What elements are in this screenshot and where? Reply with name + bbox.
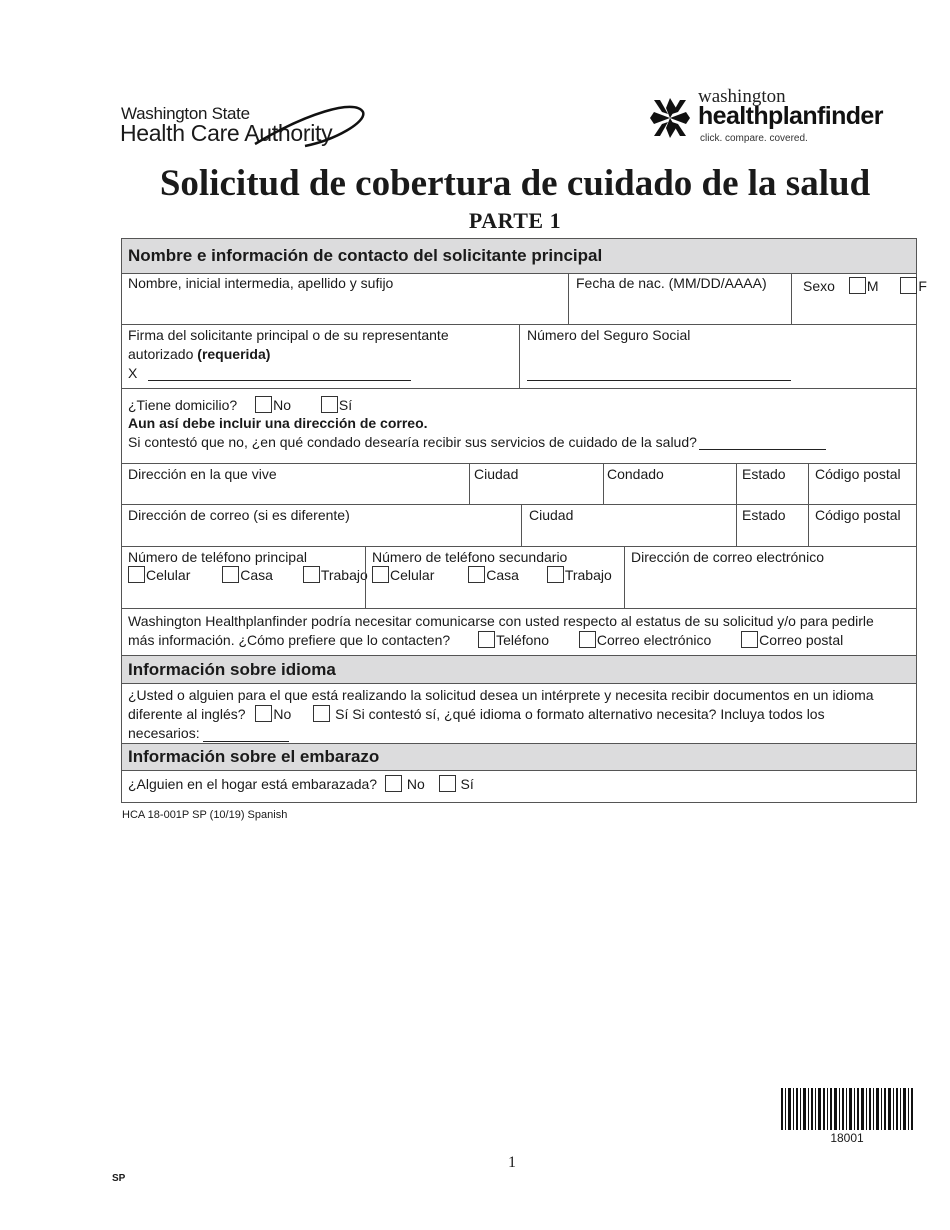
- healthplanfinder-logo: [646, 88, 896, 150]
- pref-email-checkbox[interactable]: [579, 631, 596, 648]
- home-no-label: No: [273, 397, 291, 413]
- divider: [122, 608, 916, 609]
- county-answer-line[interactable]: [699, 449, 826, 450]
- name-label: Nombre, inicial intermedia, apellido y sufijo: [128, 275, 394, 291]
- hpf-logo-wordmark: healthplanfinder: [698, 102, 883, 130]
- address-label: Dirección en la que vive: [128, 466, 277, 482]
- divider: [808, 463, 809, 504]
- divider: [521, 504, 522, 546]
- city-label: Ciudad: [474, 466, 519, 482]
- mail-city-label: Ciudad: [529, 507, 574, 523]
- pregnancy-section-header: Información sobre el embarazo: [122, 744, 916, 770]
- sex-label: Sexo: [803, 278, 835, 294]
- phone-primary-home-checkbox[interactable]: [222, 566, 239, 583]
- home-yes-label: Sí: [338, 397, 353, 413]
- phone-primary-label: Número de teléfono principal: [128, 549, 307, 565]
- language-no-label: No: [273, 706, 292, 722]
- pregnancy-yes-label: Sí: [460, 776, 474, 792]
- sex-m-checkbox[interactable]: [849, 277, 866, 294]
- contact-pref-question: más información. ¿Cómo prefiere que lo contacten?: [128, 632, 451, 648]
- hca-logo: [120, 102, 370, 150]
- divider: [469, 463, 470, 504]
- contact-pref-line1: Washington Healthplanfinder podría necesitar comunicarse con usted respecto al estatus de su solicitud y/o para pedirle: [128, 613, 874, 629]
- pregnancy-yes-checkbox[interactable]: [439, 775, 456, 792]
- zip-label: Código postal: [815, 466, 901, 482]
- phone-primary-type: [128, 566, 368, 583]
- hca-logo-line1: Washington State: [121, 104, 250, 123]
- divider: [603, 463, 604, 504]
- divider: [736, 504, 737, 546]
- phone-secondary-home-checkbox[interactable]: [468, 566, 485, 583]
- language-yes-label: Sí: [335, 706, 349, 722]
- sex-f-label: F: [918, 278, 927, 294]
- ssn-label: Número del Seguro Social: [527, 327, 691, 343]
- language-code: SP: [112, 1173, 126, 1184]
- page-number: 1: [508, 1154, 516, 1171]
- signature-label-line1: Firma del solicitante principal o de su representante: [128, 327, 449, 343]
- barcode-number: 18001: [830, 1131, 864, 1145]
- language-no-checkbox[interactable]: [255, 705, 272, 722]
- pregnancy-question-text: ¿Alguien en el hogar está embarazada?: [128, 776, 378, 792]
- state-label: Estado: [742, 466, 786, 482]
- divider: [624, 546, 625, 608]
- divider: [122, 388, 916, 389]
- home-no-checkbox[interactable]: [255, 396, 272, 413]
- divider: [122, 683, 916, 684]
- application-form: [121, 238, 927, 803]
- language-answer-line[interactable]: [203, 741, 289, 742]
- phone-primary-home-label: Casa: [240, 567, 273, 583]
- signature-label-authorized: autorizado: [128, 346, 194, 362]
- phone-secondary-home-label: Casa: [486, 567, 519, 583]
- home-yes-checkbox[interactable]: [321, 396, 338, 413]
- signature-line[interactable]: [148, 380, 411, 381]
- sex-f-checkbox[interactable]: [900, 277, 917, 294]
- hca-swoosh-icon: [245, 102, 370, 150]
- home-note: Aun así debe incluir una dirección de correo.: [128, 415, 428, 431]
- healthplanfinder-star-icon: [646, 94, 694, 142]
- language-question-line3: necesarios:: [128, 725, 200, 741]
- divider: [736, 463, 737, 504]
- language-question-line2: [128, 705, 825, 722]
- pregnancy-no-checkbox[interactable]: [385, 775, 402, 792]
- home-question: [128, 396, 352, 413]
- dob-label: Fecha de nac. (MM/DD/AAAA): [576, 275, 767, 291]
- pref-mail-checkbox[interactable]: [741, 631, 758, 648]
- mail-zip-label: Código postal: [815, 507, 901, 523]
- divider: [791, 273, 792, 324]
- divider: [365, 546, 366, 608]
- phone-secondary-cell-checkbox[interactable]: [372, 566, 389, 583]
- phone-secondary-work-checkbox[interactable]: [547, 566, 564, 583]
- page-title: Solicitud de cobertura de cuidado de la salud: [159, 163, 871, 204]
- divider: [519, 324, 520, 388]
- home-question-text: ¿Tiene domicilio?: [128, 397, 238, 413]
- sex-m-label: M: [866, 278, 879, 294]
- county-question: Si contestó que no, ¿en qué condado desearía recibir sus servicios de cuidado de la salud?: [128, 434, 697, 450]
- language-section-header: Información sobre idioma: [122, 656, 916, 683]
- pref-email-label: Correo electrónico: [596, 632, 712, 648]
- divider: [122, 770, 916, 771]
- phone-primary-cell-checkbox[interactable]: [128, 566, 145, 583]
- phone-secondary-cell-label: Celular: [390, 567, 435, 583]
- language-question-suffix: Si contestó sí, ¿qué idioma o formato alternativo necesita? Incluya todos los: [352, 706, 825, 722]
- phone-primary-work-checkbox[interactable]: [303, 566, 320, 583]
- pregnancy-question: [128, 775, 474, 792]
- divider: [808, 504, 809, 546]
- barcode-icon: [781, 1088, 913, 1130]
- mail-state-label: Estado: [742, 507, 786, 523]
- phone-secondary-type: [372, 566, 612, 583]
- ssn-line[interactable]: [527, 380, 791, 381]
- signature-required-label: (requerida): [197, 346, 271, 362]
- hca-logo-line2: Health Care Authority: [120, 120, 333, 146]
- pref-phone-checkbox[interactable]: [478, 631, 495, 648]
- form-code: HCA 18-001P SP (10/19) Spanish: [122, 809, 288, 821]
- divider: [122, 463, 916, 464]
- divider: [568, 273, 569, 324]
- divider: [122, 504, 916, 505]
- divider: [122, 546, 916, 547]
- pref-mail-label: Correo postal: [759, 632, 844, 648]
- page-subtitle: PARTE 1: [468, 208, 562, 233]
- phone-secondary-work-label: Trabajo: [564, 567, 612, 583]
- language-yes-checkbox[interactable]: [313, 705, 330, 722]
- email-label: Dirección de correo electrónico: [631, 549, 824, 565]
- pregnancy-no-label: No: [406, 776, 425, 792]
- pref-phone-label: Teléfono: [496, 632, 549, 648]
- hpf-logo-washington: washington: [698, 86, 786, 107]
- phone-secondary-label: Número de teléfono secundario: [372, 549, 568, 565]
- language-question-prefix: diferente al inglés?: [128, 706, 246, 722]
- language-question-line1: ¿Usted o alguien para el que está realizando la solicitud desea un intérprete y necesita recibir documentos en un idioma: [128, 687, 874, 703]
- hpf-logo-tagline: click. compare. covered.: [700, 133, 808, 144]
- contact-section-header: Nombre e información de contacto del solicitante principal: [122, 239, 916, 273]
- signature-x: X: [128, 365, 138, 381]
- signature-label-line2: [128, 345, 270, 364]
- mail-address-label: Dirección de correo (si es diferente): [128, 507, 350, 523]
- sex-field: [803, 277, 927, 294]
- contact-pref-line2: [128, 631, 843, 648]
- phone-primary-cell-label: Celular: [146, 567, 191, 583]
- county-label: Condado: [607, 466, 664, 482]
- phone-primary-work-label: Trabajo: [320, 567, 368, 583]
